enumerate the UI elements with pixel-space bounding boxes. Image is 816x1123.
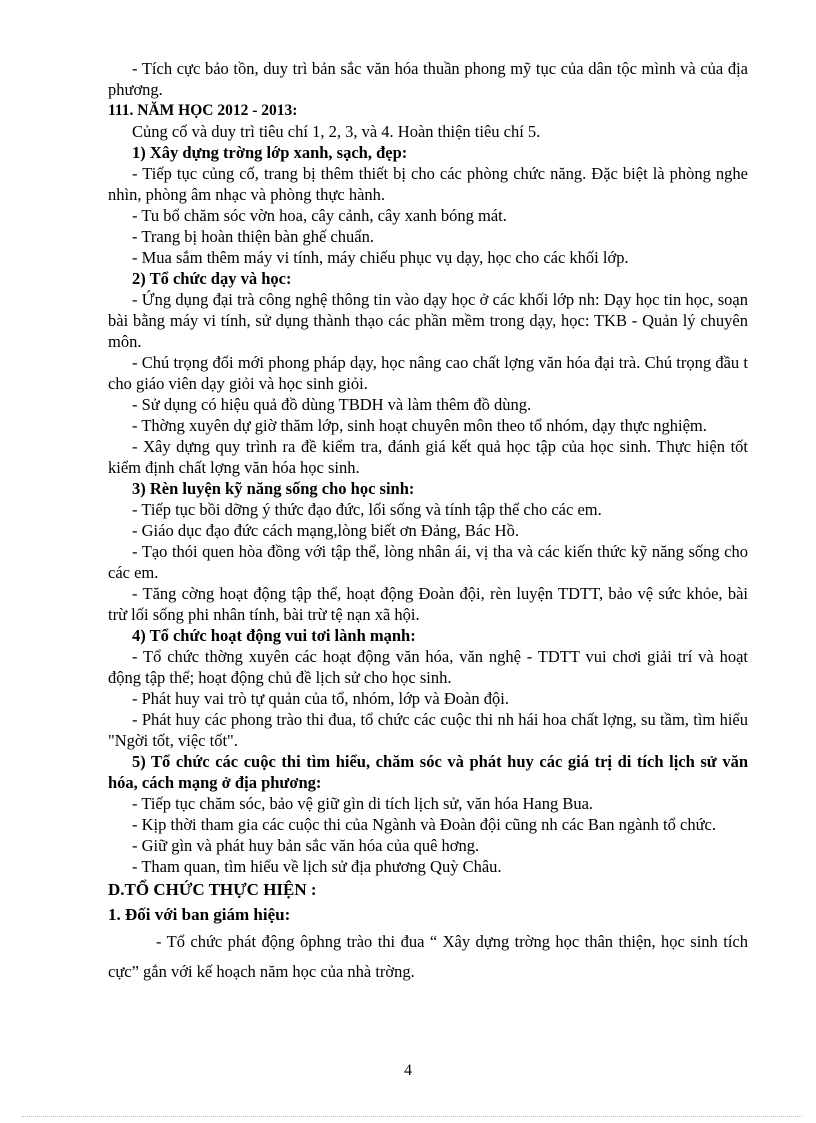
paragraph: - Phát huy vai trò tự quản của tổ, nhóm, lớp và Đoàn đội.: [132, 689, 509, 708]
subheading-4: 4) Tổ chức hoạt động vui tơi lành mạnh:: [132, 626, 416, 645]
paragraph: - Trang bị hoàn thiện bàn ghế chuẩn.: [132, 227, 374, 246]
paragraph: - Tăng cờng hoạt động tập thể, hoạt động Đoàn đội, rèn luyện TDTT, bảo vệ sức khỏe, bài trừ lối sống phi nhân tính, bài trừ tệ nạn xã hội.: [108, 584, 748, 624]
subheading-5: 5) Tổ chức các cuộc thi tìm hiểu, chăm sóc và phát huy các giá trị di tích lịch sử văn hóa, cách mạng ở địa phương:: [108, 752, 748, 792]
paragraph: - Phát huy các phong trào thi đua, tổ chức các cuộc thi nh hái hoa chất lợng, su tầm, tìm hiểu "Ngời tốt, việc tốt".: [108, 710, 748, 750]
paragraph: - Mua sắm thêm máy vi tính, máy chiếu phục vụ dạy, học cho các khối lớp.: [132, 248, 629, 267]
paragraph: - Tổ chức thờng xuyên các hoạt động văn hóa, văn nghệ - TDTT vui chơi giải trí và hoạt động tập thể; hoạt động chủ đề lịch sử cho học sinh.: [108, 647, 748, 687]
paragraph: - Kịp thời tham gia các cuộc thi của Ngành và Đoàn đội cũng nh các Ban ngành tổ chức.: [132, 815, 716, 834]
document-page: [108, 58, 748, 987]
paragraph: - Xây dựng quy trình ra đề kiểm tra, đánh giá kết quả học tập của học sinh. Thực hiện tốt kiểm định chất lợng văn hóa học sinh.: [108, 437, 748, 477]
paragraph: - Giáo dục đạo đức cách mạng,lòng biết ơn Đảng, Bác Hồ.: [132, 521, 519, 540]
section-heading-year: 111. NĂM HỌC 2012 - 2013:: [108, 102, 298, 119]
subheading-3: 3) Rèn luyện kỹ năng sống cho học sinh:: [132, 479, 415, 498]
paragraph: - Tiếp tục củng cố, trang bị thêm thiết bị cho các phòng chức năng. Đặc biệt là phòng nghe nhìn, phòng âm nhạc và phòng thực hành.: [108, 164, 748, 204]
paragraph: - Tiếp tục chăm sóc, bảo vệ giữ gìn di tích lịch sử, văn hóa Hang Bua.: [132, 794, 594, 813]
paragraph: - Tiếp tục bồi dỡng ý thức đạo đức, lối sống và tính tập thể cho các em.: [132, 500, 602, 519]
section-heading-d: D.TỔ CHỨC THỰC HIỆN :: [108, 880, 317, 899]
paragraph: - Tham quan, tìm hiểu về lịch sử địa phương Quỳ Châu.: [132, 857, 502, 876]
page-number: 4: [404, 1062, 412, 1079]
subheading-board: 1. Đối với ban giám hiệu:: [108, 905, 291, 924]
paragraph: - Ứng dụng đại trà công nghệ thông tin vào dạy học ở các khối lớp nh: Dạy học tin học, soạn bài bằng máy vi tính, sử dụng thành thạo các phần mềm trong dạy, học: TKB - Quản lý chuyên môn.: [108, 290, 748, 351]
page-border-dotted: [22, 1116, 802, 1117]
paragraph: - Tu bổ chăm sóc vờn hoa, cây cảnh, cây xanh bóng mát.: [132, 206, 507, 225]
paragraph: - Tạo thói quen hòa đồng với tập thể, lòng nhân ái, vị tha và các kiến thức kỹ năng sống cho các em.: [108, 542, 748, 582]
subheading-2: 2) Tổ chức dạy và học:: [132, 269, 292, 288]
paragraph: - Chú trọng đổi mới phong pháp dạy, học nâng cao chất lợng văn hóa đại trà. Chú trọng đầu t cho giáo viên dạy giỏi và học sinh giỏi.: [108, 353, 748, 393]
subheading-1: 1) Xây dựng trờng lớp xanh, sạch, đẹp:: [132, 143, 408, 162]
paragraph: - Sử dụng có hiệu quả đồ dùng TBDH và làm thêm đồ dùng.: [132, 395, 532, 414]
paragraph: - Tổ chức phát động ôphng trào thi đua “ Xây dựng trờng học thân thiện, học sinh tích cực” gắn với kế hoạch năm học của nhà trờng.: [108, 932, 748, 981]
paragraph: - Tích cực bảo tồn, duy trì bản sắc văn hóa thuần phong mỹ tục của dân tộc mình và của địa phương.: [108, 59, 748, 99]
paragraph: - Thờng xuyên dự giờ thăm lớp, sinh hoạt chuyên môn theo tổ nhóm, dạy thực nghiệm.: [132, 416, 707, 435]
paragraph: - Giữ gìn và phát huy bản sắc văn hóa của quê hơng.: [132, 836, 480, 855]
paragraph: Củng cố và duy trì tiêu chí 1, 2, 3, và 4. Hoàn thiện tiêu chí 5.: [132, 122, 541, 141]
